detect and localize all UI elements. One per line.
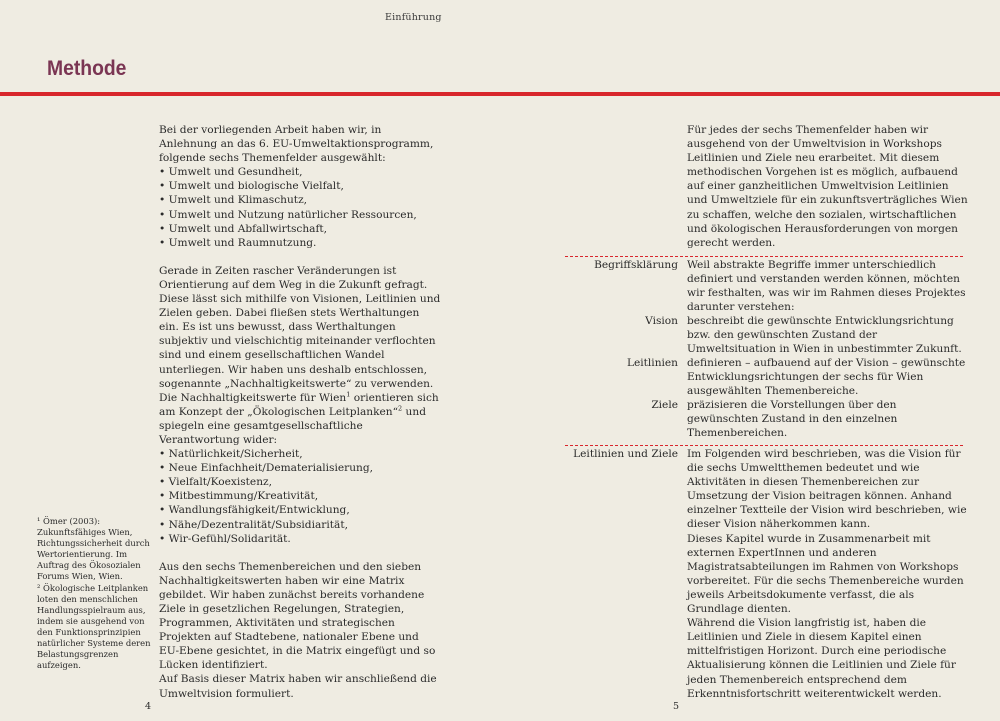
definition-begriffsklaerung: Weil abstrakte Begriffe immer unterschiedlich definiert und verstanden werden können, möchten wir festhalten, was wir im Rahmen dieses Projektes darunter verstehen: bbox=[687, 259, 966, 314]
value-item: • Neue Einfachheit/Dematerialisierung, bbox=[159, 461, 441, 475]
matrix-basis-paragraph: Auf Basis dieser Matrix haben wir anschließend die Umweltvision formuliert. bbox=[159, 673, 437, 700]
page-number-left: 4 bbox=[145, 701, 152, 712]
footnote-ref-2[interactable]: 2 bbox=[398, 404, 403, 413]
term-ziele: Ziele bbox=[651, 399, 678, 411]
theme-item: • Umwelt und biologische Vielfalt, bbox=[159, 179, 441, 193]
value-item: • Vielfalt/Koexistenz, bbox=[159, 475, 441, 489]
term-vision: Vision bbox=[645, 315, 678, 327]
running-head: Einführung bbox=[385, 12, 442, 23]
theme-item: • Umwelt und Gesundheit, bbox=[159, 165, 441, 179]
value-item: • Mitbestimmung/Kreativität, bbox=[159, 489, 441, 503]
term-begriffsklaerung: Begriffsklärung bbox=[594, 259, 678, 271]
value-item: • Wandlungsfähigkeit/Entwicklung, bbox=[159, 503, 441, 517]
intro-paragraph: Bei der vorliegenden Arbeit haben wir, in Anlehnung an das 6. EU-Umweltaktionsprogramm, folgende sechs Themenfelder ausgewählt: bbox=[159, 124, 434, 165]
footnote-2: ² Ökologische Leitplanken loten den menschlichen Handlungsspielraum aus, indem sie ausgehend von den Funktionsprinzipien natürlicher Systeme deren Belastungsgrenzen aufzeigen. bbox=[37, 582, 151, 671]
theme-item: • Umwelt und Abfallwirtschaft, bbox=[159, 222, 441, 236]
leitlinien-ziele-paragraph: Während die Vision langfristig ist, haben die Leitlinien und Ziele in diesem Kapitel einen mittelfristigen Horizont. Durch eine periodische Aktualisierung können die Leitlinien und Ziele für jeden Themenbereich entsprechend dem Erkenntnisfortschritt weiterentwickelt werden. bbox=[687, 617, 956, 700]
theme-item: • Umwelt und Klimaschutz, bbox=[159, 193, 441, 207]
themes-list bbox=[159, 165, 441, 250]
footnote-1: ¹ Ömer (2003): Zukunftsfähiges Wien, Richtungssicherheit durch Wertorientierung. Im Auftrag des Ökosozialen Forums Wien, Wien. bbox=[37, 516, 150, 582]
term-leitlinien-und-ziele: Leitlinien und Ziele bbox=[573, 448, 678, 460]
definition-vision: beschreibt die gewünschte Entwicklungsrichtung bzw. den gewünschten Zustand der Umweltsituation in Wien in unbestimmter Zukunft. bbox=[687, 315, 962, 356]
matrix-paragraph: Aus den sechs Themenbereichen und den sieben Nachhaltigkeitswerten haben wir eine Matrix gebildet. Wir haben zunächst bereits vorhandene Ziele in gesetzlichen Regelungen, Strategien, Programmen, Aktivitäten und strategischen Projekten auf Stadtebene, nationaler Ebene und EU-Ebene gesichtet, in die Matrix eingefügt und so Lücken identifiziert. bbox=[159, 560, 436, 672]
value-item: • Natürlichkeit/Sicherheit, bbox=[159, 447, 441, 461]
value-item: • Nähe/Dezentralität/Subsidiarität, bbox=[159, 518, 441, 532]
section-title: Methode bbox=[47, 57, 127, 80]
page-number-right: 5 bbox=[673, 701, 680, 712]
theme-item: • Umwelt und Raumnutzung. bbox=[159, 236, 441, 250]
orientation-paragraph: Gerade in Zeiten rascher Veränderungen ist Orientierung auf dem Weg in die Zukunft gefragt. Diese lässt sich mithilfe von Visionen, Leitlinien und Zielen geben. Dabei fließen stets Werthaltungen ein. Es ist uns bewusst, dass Werthaltungen subjektiv und vielschichtig miteinander verflochten sind und einem gesellschaftlichen Wandel unterliegen. Wir haben uns deshalb entschlossen, sogenannte „Nachhaltigkeitswerte“ zu verwenden. Die Nachhaltigkeitswerte für Wien$^1$ orientieren sich am Konzept der „Ökologischen Leitplanken“$^2$ und spiegeln eine gesamtgesellschaftliche Verantwortung wider: bbox=[159, 264, 441, 446]
theme-item: • Umwelt und Nutzung natürlicher Ressourcen, bbox=[159, 208, 441, 222]
dashed-divider bbox=[565, 256, 963, 257]
definition-leitlinien: definieren – aufbauend auf der Vision – gewünschte Entwicklungsrichtungen der sechs für Wien ausgewählten Themenbereiche. bbox=[687, 357, 966, 398]
red-rule-divider bbox=[0, 92, 1000, 96]
values-list bbox=[159, 447, 441, 546]
right-intro-paragraph: Für jedes der sechs Themenfelder haben wir ausgehend von der Umweltvision in Workshops Leitlinien und Ziele neu erarbeitet. Mit diesem methodischen Vorgehen ist es möglich, aufbauend auf einer ganzheitlichen Umweltvision Leitlinien und Umweltziele für ein zukunftsverträgliches Wien zu schaffen, welche den sozialen, wirtschaftlichen und ökologischen Herausforderungen von morgen gerecht werden. bbox=[687, 124, 968, 249]
leitlinien-ziele-paragraph: Im Folgenden wird beschrieben, was die Vision für die sechs Umweltthemen bedeutet und wie Aktivitäten in diesen Themenbereichen zur Umsetzung der Vision beitragen können. Anhand einzelner Textteile der Vision wird beschrieben, wie dieser Vision näherkommen kann. bbox=[687, 448, 967, 531]
footnote-ref-1[interactable]: 1 bbox=[346, 390, 351, 399]
leitlinien-ziele-paragraph: Dieses Kapitel wurde in Zusammenarbeit mit externen ExpertInnen und anderen Magistratsabteilungen im Rahmen von Workshops vorbereitet. Für die sechs Themenbereiche wurden jeweils Arbeitsdokumente verfasst, die als Grundlage dienten. bbox=[687, 532, 964, 616]
term-leitlinien: Leitlinien bbox=[626, 357, 678, 369]
leitlinien-ziele-text bbox=[687, 447, 969, 701]
footnotes bbox=[37, 516, 151, 671]
dashed-divider bbox=[565, 445, 963, 446]
value-item: • Wir-Gefühl/Solidarität. bbox=[159, 532, 441, 546]
definition-ziele: präzisieren die Vorstellungen über den gewünschten Zustand in den einzelnen Themenbereichen. bbox=[687, 399, 898, 440]
right-intro-column bbox=[687, 123, 969, 250]
left-main-column bbox=[159, 123, 441, 701]
